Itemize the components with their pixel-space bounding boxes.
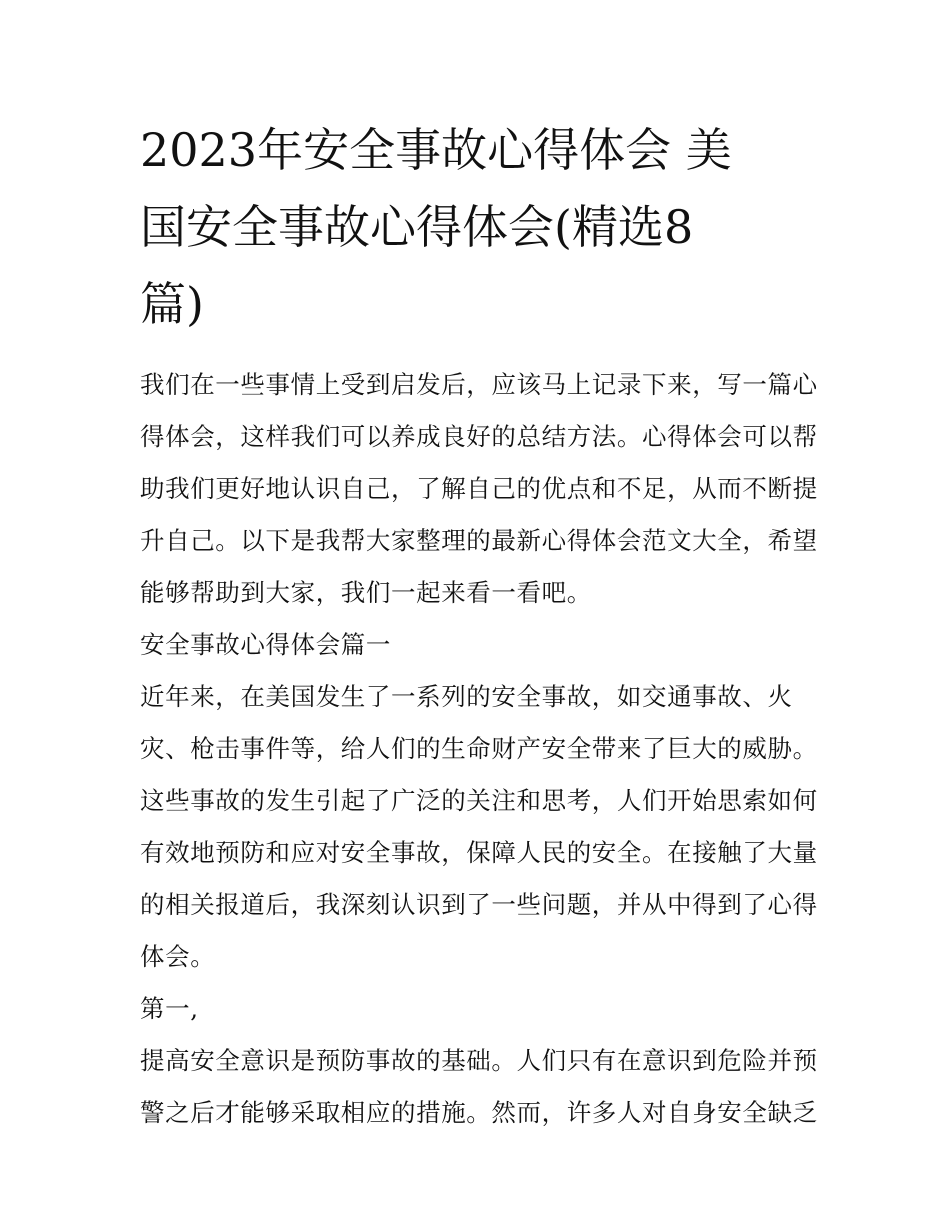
body-line: 我们在一些事情上受到启发后，应该马上记录下来，写一篇心	[140, 370, 818, 399]
body-line: 提高安全意识是预防事故的基础。人们只有在意识到危险并预	[140, 1046, 818, 1075]
body-line: 助我们更好地认识自己，了解自己的优点和不足，从而不断提	[140, 474, 818, 503]
title-line-3: 篇)	[140, 277, 204, 331]
body-line: 警之后才能够采取相应的措施。然而，许多人对自身安全缺乏	[140, 1098, 818, 1127]
body-line: 能够帮助到大家，我们一起来看一看吧。	[140, 578, 592, 607]
body-line: 第一,	[140, 994, 199, 1023]
body-line: 体会。	[140, 942, 216, 971]
title-line-2: 国安全事故心得体会(精选8	[140, 200, 694, 254]
body-line: 这些事故的发生引起了广泛的关注和思考，人们开始思索如何	[140, 786, 818, 815]
body-line: 有效地预防和应对安全事故，保障人民的安全。在接触了大量	[140, 838, 818, 867]
title-line-1: 2023年安全事故心得体会 美	[140, 123, 732, 177]
section-heading: 安全事故心得体会篇一	[140, 630, 391, 659]
body-line: 灾、枪击事件等，给人们的生命财产安全带来了巨大的威胁。	[140, 734, 818, 763]
document-body	[140, 359, 818, 1139]
body-line: 得体会，这样我们可以养成良好的总结方法。心得体会可以帮	[140, 422, 818, 451]
body-line: 的相关报道后，我深刻认识到了一些问题，并从中得到了心得	[140, 890, 818, 919]
document-title	[140, 112, 815, 343]
document-page	[140, 112, 818, 1139]
body-line: 近年来，在美国发生了一系列的安全事故，如交通事故、火	[140, 682, 793, 711]
body-line: 升自己。以下是我帮大家整理的最新心得体会范文大全，希望	[140, 526, 818, 555]
